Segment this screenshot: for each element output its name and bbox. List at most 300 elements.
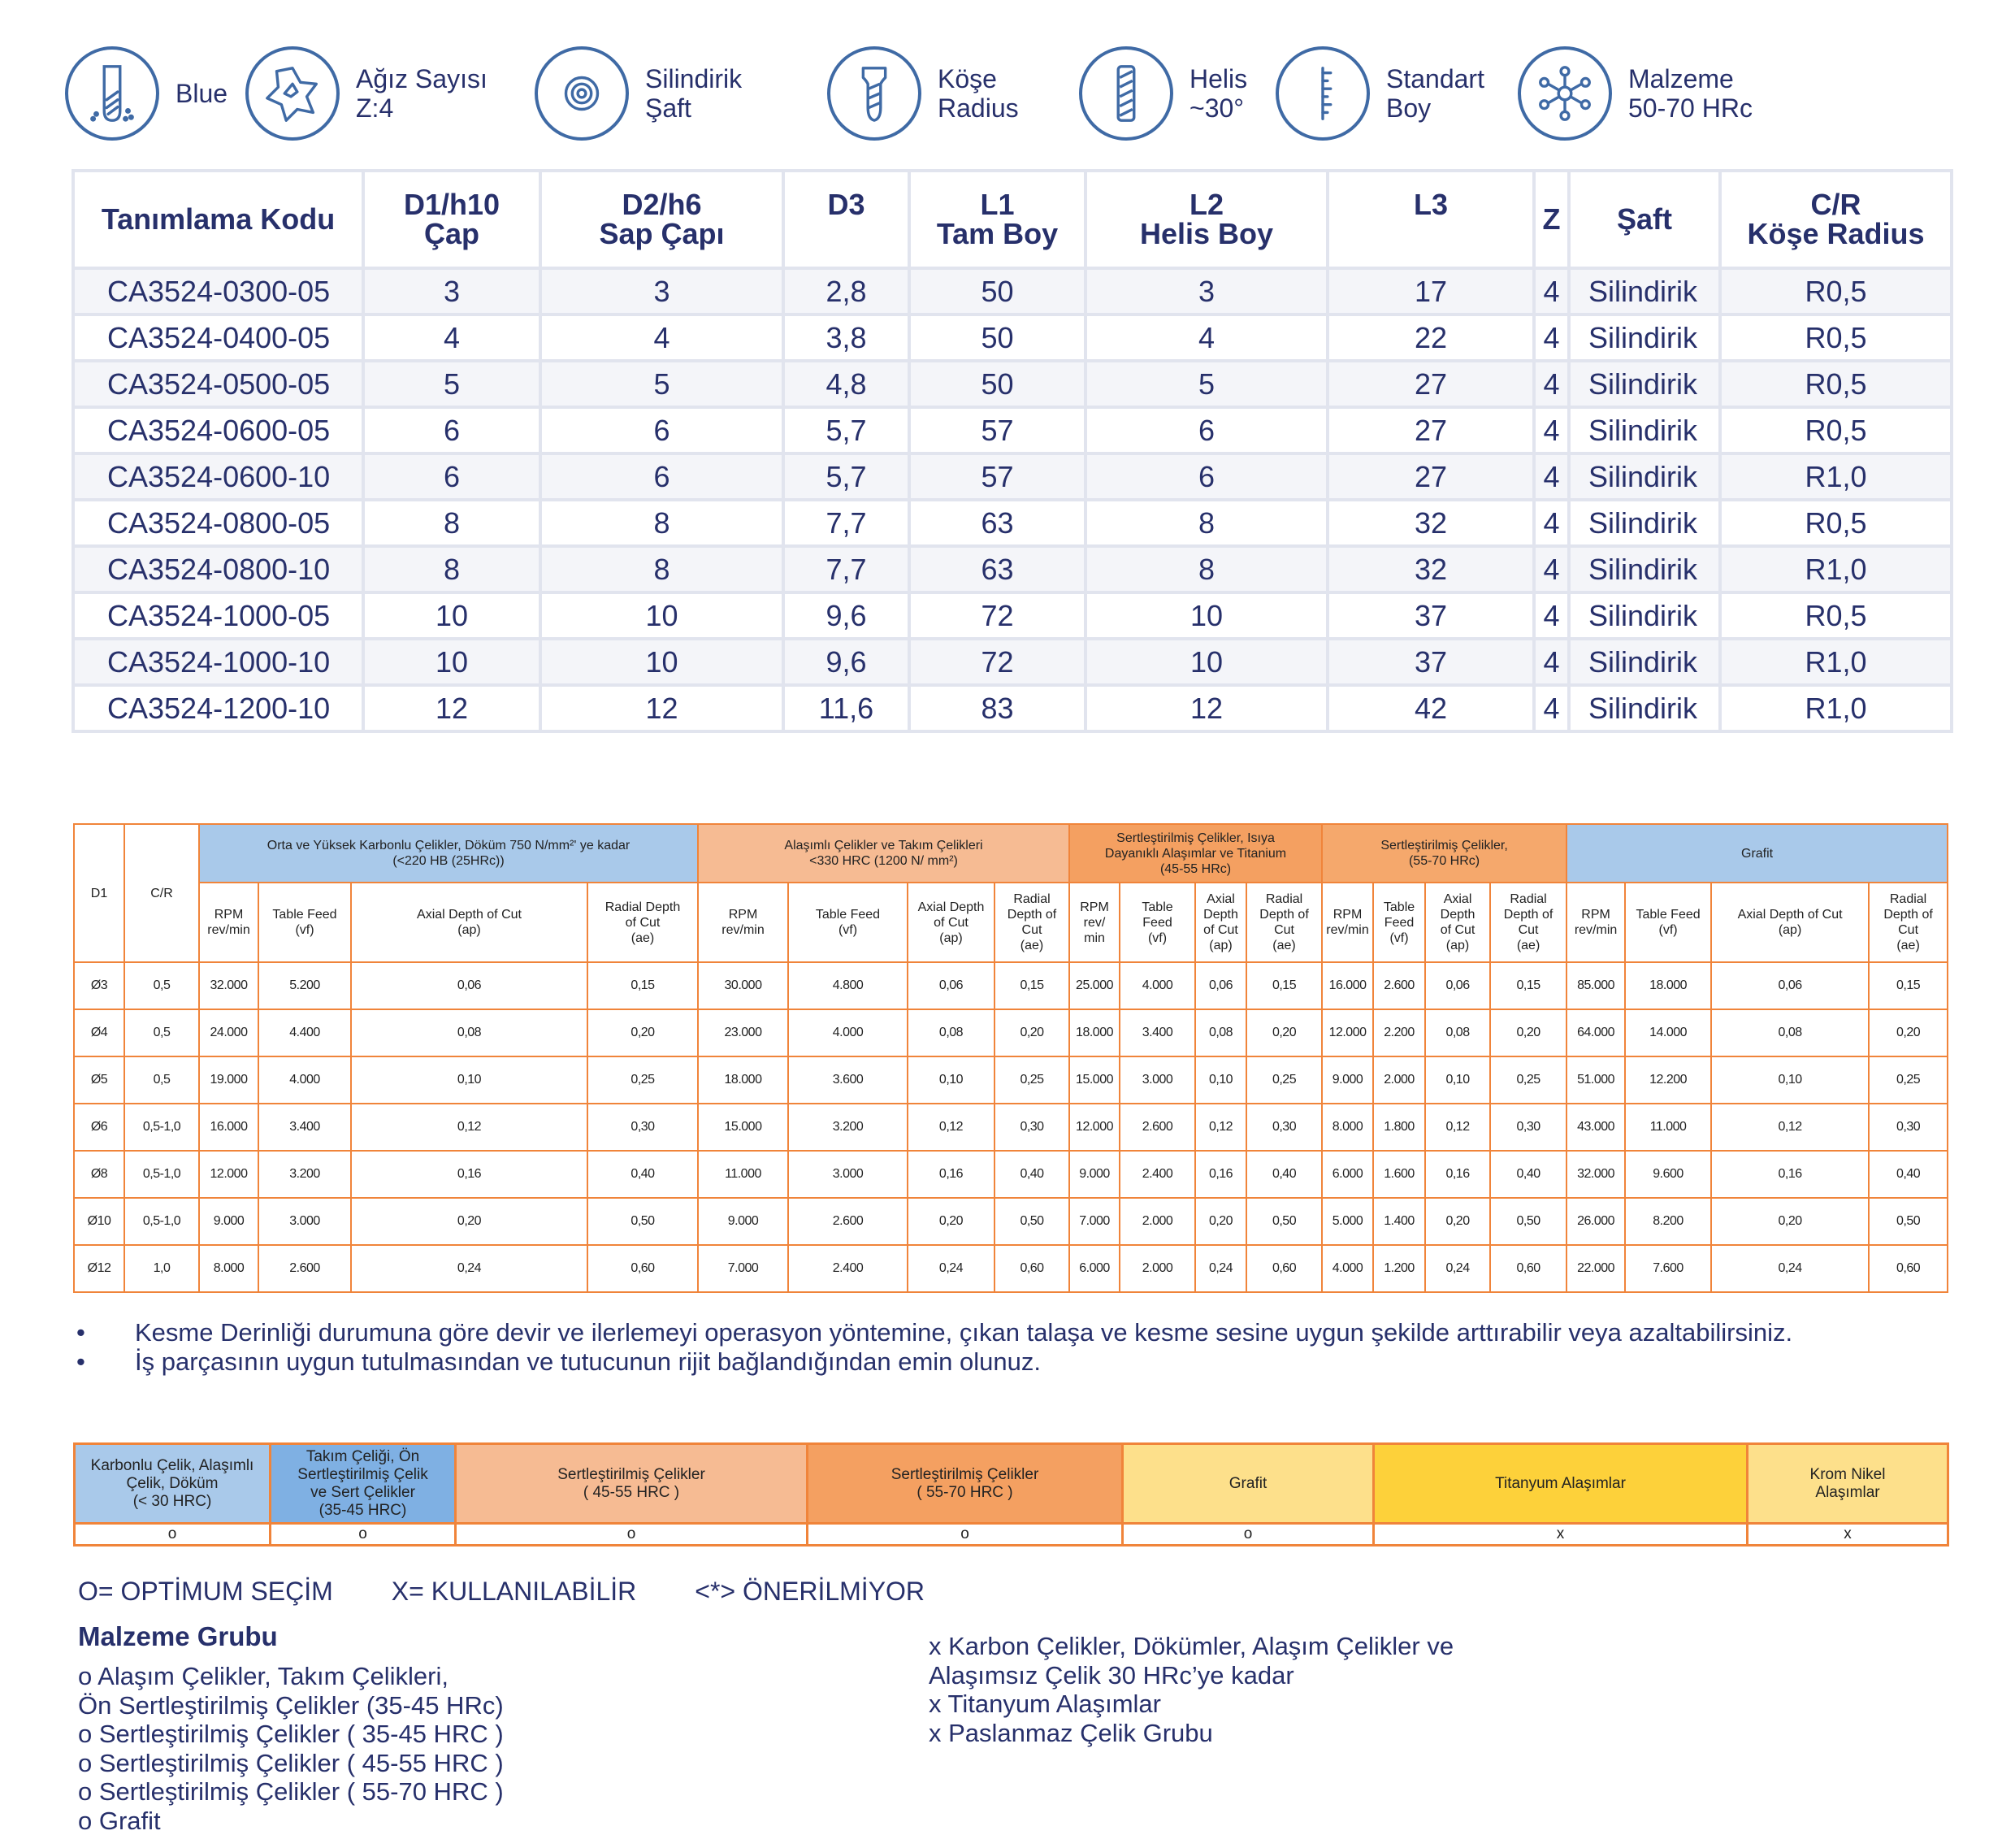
cutting-cell: 2.000	[1120, 1198, 1195, 1245]
cutting-cell: 51.000	[1566, 1056, 1625, 1104]
spec-cell: 10	[363, 592, 540, 639]
spec-cell: 50	[909, 361, 1086, 407]
spec-cell: 8	[363, 546, 540, 592]
feature-corner-radius	[827, 42, 1019, 144]
spec-cell: R0,5	[1720, 592, 1952, 639]
cutting-cell: 4.000	[258, 1056, 351, 1104]
spec-cell: Silindirik	[1569, 453, 1720, 500]
spec-cell: R1,0	[1720, 453, 1952, 500]
spec-cell: 72	[909, 592, 1086, 639]
spec-cell: 4	[363, 315, 540, 361]
group-header-alloy-steel: Alaşımlı Çelikler ve Takım Çelikleri <330 HRC (1200 N/ mm²)	[698, 824, 1069, 883]
tool-code-cell: CA3524-0400-05	[73, 315, 363, 361]
cutting-subheader: Axial Depth of Cut (ap)	[1425, 883, 1490, 962]
spec-cell: R0,5	[1720, 268, 1952, 315]
cutting-cell: 85.000	[1566, 962, 1625, 1009]
feature-label: Köşe Radius	[938, 63, 1019, 123]
cutting-cell: 0,10	[1425, 1056, 1490, 1104]
cutting-cell: 5.200	[258, 962, 351, 1009]
material-group-line: Ön Sertleştirilmiş Çelikler (35-45 HRc)	[78, 1690, 504, 1720]
cutting-data-table	[73, 823, 1948, 1293]
cutting-cell: 0,20	[1425, 1198, 1490, 1245]
material-group-line: o Alaşım Çelikler, Takım Çelikleri,	[78, 1662, 448, 1690]
material-header: Sertleştirilmiş Çelikler ( 45-55 HRC )	[456, 1444, 808, 1524]
cutting-cell: 7.000	[698, 1245, 788, 1292]
cutting-subheader: Table Feed (vf)	[1373, 883, 1425, 962]
cutting-cell: 9.000	[698, 1198, 788, 1245]
feature-label: Blue	[176, 78, 228, 108]
spec-header-row	[73, 171, 1952, 268]
cutting-cell: 0,24	[1711, 1245, 1869, 1292]
spec-cell: 63	[909, 500, 1086, 546]
cutting-cell: 0,40	[994, 1151, 1069, 1198]
d1-header: D1	[74, 824, 124, 962]
group-header-hardened-55-70: Sertleştirilmiş Çelikler, (55-70 HRc)	[1322, 824, 1566, 883]
feature-label: Malzeme 50-70 HRc	[1628, 63, 1753, 123]
spec-cell: 12	[1086, 685, 1328, 731]
corner-radius-icon	[827, 46, 921, 141]
spec-cell: 9,6	[783, 592, 909, 639]
cutting-cell: 0,40	[1869, 1151, 1948, 1198]
cutting-cell: 25.000	[1069, 962, 1120, 1009]
spec-cell: 8	[540, 546, 783, 592]
spec-cell: Silindirik	[1569, 500, 1720, 546]
spec-cell: Silindirik	[1569, 546, 1720, 592]
feature-coating	[65, 42, 228, 144]
material-group-line: o Sertleştirilmiş Çelikler ( 45-55 HRC )	[78, 1748, 504, 1777]
helix-angle-icon	[1079, 46, 1173, 141]
spec-cell: 4	[1534, 268, 1569, 315]
cutting-cell: 15.000	[698, 1104, 788, 1151]
cutting-group-row	[74, 824, 1948, 883]
spec-header: D3	[783, 171, 909, 268]
material-group-line: o Sertleştirilmiş Çelikler ( 35-45 HRC )	[78, 1720, 504, 1748]
cutting-cell: 0,20	[1869, 1009, 1948, 1056]
tool-code-cell: CA3524-0500-05	[73, 361, 363, 407]
spec-cell: R0,5	[1720, 315, 1952, 361]
cutting-cell: 0,16	[1195, 1151, 1246, 1198]
spec-cell: 6	[363, 407, 540, 453]
cutting-subheader: Radial Depth of Cut (ae)	[994, 883, 1069, 962]
cutting-cell: 26.000	[1566, 1198, 1625, 1245]
spec-cell: 4	[540, 315, 783, 361]
spec-cell: 5,7	[783, 453, 909, 500]
cutting-cell: 12.000	[199, 1151, 258, 1198]
cutting-cell: 0,24	[1195, 1245, 1246, 1292]
spec-cell: 8	[1086, 546, 1328, 592]
cutting-subheader: Table Feed (vf)	[1625, 883, 1711, 962]
cutting-cell: 0,06	[351, 962, 587, 1009]
cutting-cell: 9.000	[1069, 1151, 1120, 1198]
spec-table	[72, 169, 1953, 733]
spec-cell: 9,6	[783, 639, 909, 685]
cutting-row	[74, 1009, 1948, 1056]
spec-cell: 37	[1328, 639, 1534, 685]
cutting-cell: 0,30	[1490, 1104, 1566, 1151]
cutting-cell: 7.600	[1625, 1245, 1711, 1292]
spec-cell: 12	[363, 685, 540, 731]
cutting-cell: 0,40	[587, 1151, 698, 1198]
spec-cell: 50	[909, 268, 1086, 315]
spec-cell: R1,0	[1720, 639, 1952, 685]
cutting-cell: 16.000	[199, 1104, 258, 1151]
note-item: • İş parçasının uygun tutulmasından ve tutucunun rijit bağlandığından emin olunuz.	[76, 1347, 1042, 1376]
spec-row	[73, 315, 1952, 361]
spec-cell: 10	[1086, 639, 1328, 685]
cutting-cell: 0,12	[908, 1104, 994, 1151]
material-group-list-optimum	[78, 1662, 504, 1835]
cutting-row	[74, 1198, 1948, 1245]
material-group-line: x Karbon Çelikler, Dökümler, Alaşım Çelikler ve	[929, 1632, 1454, 1660]
spec-cell: 57	[909, 407, 1086, 453]
cutting-row	[74, 1104, 1948, 1151]
cutting-cell: 2.400	[788, 1245, 908, 1292]
cutting-cell: 1.200	[1373, 1245, 1425, 1292]
spec-cell: 4	[1534, 315, 1569, 361]
cutting-cell: 0,20	[908, 1198, 994, 1245]
legend-optimum: O= OPTİMUM SEÇİM	[78, 1577, 333, 1606]
cutting-cell: 0,10	[351, 1056, 587, 1104]
flute-count-icon	[245, 46, 340, 141]
cutting-cell: 0,30	[1246, 1104, 1322, 1151]
cutting-cell: 14.000	[1625, 1009, 1711, 1056]
spec-cell: 6	[363, 453, 540, 500]
feature-material	[1518, 42, 1753, 144]
spec-cell: 42	[1328, 685, 1534, 731]
cutting-cell: 0,60	[587, 1245, 698, 1292]
cutting-cell: 0,08	[351, 1009, 587, 1056]
cutting-cell: 0,5	[124, 1056, 199, 1104]
cutting-subheader: RPM rev/min	[1322, 883, 1373, 962]
spec-cell: 4	[1534, 453, 1569, 500]
cutting-cell: 1,0	[124, 1245, 199, 1292]
legend-not-recommended: <*> ÖNERİLMİYOR	[695, 1577, 925, 1606]
spec-cell: 8	[540, 500, 783, 546]
cutting-cell: 43.000	[1566, 1104, 1625, 1151]
cutting-cell: 0,15	[1490, 962, 1566, 1009]
cutting-subheader: RPM rev/min	[1566, 883, 1625, 962]
cutting-subheader: Axial Depth of Cut (ap)	[908, 883, 994, 962]
spec-header: Şaft	[1569, 171, 1720, 268]
cutting-cell: 0,16	[1711, 1151, 1869, 1198]
cutting-cell: 4.400	[258, 1009, 351, 1056]
spec-row	[73, 546, 1952, 592]
cutting-cell: 2.000	[1373, 1056, 1425, 1104]
spec-cell: 10	[363, 639, 540, 685]
spec-header: D2/h6 Sap Çapı	[540, 171, 783, 268]
spec-cell: Silindirik	[1569, 315, 1720, 361]
cutting-cell: 3.600	[788, 1056, 908, 1104]
spec-cell: Silindirik	[1569, 639, 1720, 685]
group-header-carbon-steel: Orta ve Yüksek Karbonlu Çelikler, Döküm 750 N/mm²' ye kadar (<220 HB (25HRc))	[199, 824, 698, 883]
cutting-cell: 3.200	[258, 1151, 351, 1198]
material-group-line: o Sertleştirilmiş Çelikler ( 55-70 HRC )	[78, 1777, 504, 1806]
cutting-cell: 0,5	[124, 962, 199, 1009]
cutting-cell: 4.000	[1322, 1245, 1373, 1292]
diameter-cell: Ø4	[74, 1009, 124, 1056]
cutting-cell: 0,08	[908, 1009, 994, 1056]
material-suitability-cell: o	[271, 1524, 456, 1546]
cutting-cell: 4.000	[1120, 962, 1195, 1009]
spec-cell: 4	[1534, 685, 1569, 731]
spec-row	[73, 407, 1952, 453]
group-header-graphite: Grafit	[1566, 824, 1948, 883]
cutting-cell: 6.000	[1322, 1151, 1373, 1198]
cutting-cell: 0,06	[908, 962, 994, 1009]
tool-code-cell: CA3524-0600-05	[73, 407, 363, 453]
cutting-cell: 2.600	[258, 1245, 351, 1292]
spec-cell: Silindirik	[1569, 268, 1720, 315]
cutting-subheader: RPM rev/min	[698, 883, 788, 962]
spec-cell: 7,7	[783, 500, 909, 546]
cutting-row	[74, 1151, 1948, 1198]
spec-row	[73, 685, 1952, 731]
spec-cell: 72	[909, 639, 1086, 685]
cutting-cell: 0,25	[994, 1056, 1069, 1104]
spec-cell: Silindirik	[1569, 361, 1720, 407]
cutting-cell: 0,20	[1490, 1009, 1566, 1056]
cutting-subheader: Radial Depth of Cut (ae)	[1490, 883, 1566, 962]
material-suitability-cell: o	[75, 1524, 271, 1546]
cutting-cell: 1.400	[1373, 1198, 1425, 1245]
material-suitability-table	[73, 1442, 1949, 1547]
cutting-cell: 4.000	[788, 1009, 908, 1056]
spec-cell: 6	[1086, 407, 1328, 453]
cutting-cell: 0,10	[1711, 1056, 1869, 1104]
spec-cell: 37	[1328, 592, 1534, 639]
spec-cell: 10	[540, 639, 783, 685]
tool-code-cell: CA3524-1000-10	[73, 639, 363, 685]
material-header: Titanyum Alaşımlar	[1374, 1444, 1748, 1524]
cutting-cell: 0,15	[1246, 962, 1322, 1009]
spec-cell: 2,8	[783, 268, 909, 315]
cutting-cell: 0,12	[1195, 1104, 1246, 1151]
spec-row	[73, 453, 1952, 500]
spec-cell: R0,5	[1720, 500, 1952, 546]
cutting-cell: 64.000	[1566, 1009, 1625, 1056]
spec-cell: 57	[909, 453, 1086, 500]
cutting-cell: 3.000	[1120, 1056, 1195, 1104]
cutting-cell: 18.000	[698, 1056, 788, 1104]
cutting-cell: 3.000	[788, 1151, 908, 1198]
cutting-subheader: Radial Depth of Cut (ae)	[1869, 883, 1948, 962]
cutting-cell: 0,20	[994, 1009, 1069, 1056]
feature-shank	[535, 42, 742, 144]
material-header: Krom Nikel Alaşımlar	[1748, 1444, 1948, 1524]
cutting-cell: 32.000	[1566, 1151, 1625, 1198]
cutting-row	[74, 962, 1948, 1009]
cutting-row	[74, 1056, 1948, 1104]
spec-cell: 27	[1328, 361, 1534, 407]
cutting-subheader: Radial Depth of Cut (ae)	[1246, 883, 1322, 962]
material-header: Takım Çeliği, Ön Sertleştirilmiş Çelik ve Sert Çelikler (35-45 HRC)	[271, 1444, 456, 1524]
material-suitability-cell: o	[1123, 1524, 1374, 1546]
material-header: Grafit	[1123, 1444, 1374, 1524]
cutting-cell: 0,20	[351, 1198, 587, 1245]
cutting-cell: 8.000	[199, 1245, 258, 1292]
cutting-cell: 11.000	[698, 1151, 788, 1198]
spec-cell: Silindirik	[1569, 592, 1720, 639]
cutting-cell: 22.000	[1566, 1245, 1625, 1292]
cutting-cell: 11.000	[1625, 1104, 1711, 1151]
cutting-cell: 0,08	[1195, 1009, 1246, 1056]
cutting-cell: 12.000	[1069, 1104, 1120, 1151]
tool-code-cell: CA3524-0300-05	[73, 268, 363, 315]
cutting-cell: 0,12	[1425, 1104, 1490, 1151]
spec-cell: 6	[540, 453, 783, 500]
cutting-subheader: Axial Depth of Cut (ap)	[351, 883, 587, 962]
cutting-cell: 0,24	[351, 1245, 587, 1292]
spec-row	[73, 592, 1952, 639]
spec-header: L3	[1328, 171, 1534, 268]
cutting-cell: 12.000	[1322, 1009, 1373, 1056]
cutting-cell: 0,15	[587, 962, 698, 1009]
cutting-cell: 12.200	[1625, 1056, 1711, 1104]
material-suitability-cell: x	[1374, 1524, 1748, 1546]
cutting-cell: 0,60	[994, 1245, 1069, 1292]
cutting-cell: 0,40	[1246, 1151, 1322, 1198]
cutting-cell: 0,16	[1425, 1151, 1490, 1198]
cutting-cell: 2.600	[1373, 962, 1425, 1009]
cutting-cell: 16.000	[1322, 962, 1373, 1009]
feature-strip	[65, 42, 1966, 148]
spec-row	[73, 268, 1952, 315]
spec-cell: 5	[1086, 361, 1328, 407]
spec-cell: 8	[1086, 500, 1328, 546]
legend-usable: X= KULLANILABİLİR	[391, 1577, 637, 1606]
tool-code-cell: CA3524-1000-05	[73, 592, 363, 639]
cutting-cell: 0,12	[351, 1104, 587, 1151]
cutting-cell: 0,10	[1195, 1056, 1246, 1104]
spec-cell: 5	[363, 361, 540, 407]
diameter-cell: Ø6	[74, 1104, 124, 1151]
cutting-cell: 0,60	[1246, 1245, 1322, 1292]
spec-cell: 4	[1534, 407, 1569, 453]
cutting-subheader-row	[74, 883, 1948, 962]
material-value-row	[75, 1524, 1948, 1546]
note-item: • Kesme Derinliği durumuna göre devir ve ilerlemeyi operasyon yöntemine, çıkan talaşa ve kesme sesine uygun şekilde arttırabilir veya azaltabilirsiniz.	[76, 1318, 1793, 1347]
group-header-hardened-45-55: Sertleştirilmiş Çelikler, Isıya Dayanıklı Alaşımlar ve Titanium (45-55 HRc)	[1069, 824, 1322, 883]
material-group-line: x Paslanmaz Çelik Grubu	[929, 1718, 1213, 1747]
notes	[76, 1318, 1945, 1377]
spec-cell: 4	[1534, 546, 1569, 592]
end-mill-coating-icon	[65, 46, 159, 141]
cutting-cell: 2.600	[1120, 1104, 1195, 1151]
tool-code-cell: CA3524-0800-10	[73, 546, 363, 592]
material-group-line: Alaşımsız Çelik 30 HRc’ye kadar	[929, 1660, 1294, 1690]
material-suitability-cell: o	[456, 1524, 808, 1546]
legend	[78, 1577, 983, 1607]
cutting-cell: 32.000	[199, 962, 258, 1009]
cutting-cell: 7.000	[1069, 1198, 1120, 1245]
cutting-subheader: Table Feed (vf)	[258, 883, 351, 962]
spec-cell: 8	[363, 500, 540, 546]
cutting-cell: 18.000	[1069, 1009, 1120, 1056]
cutting-cell: 0,25	[1869, 1056, 1948, 1104]
spec-cell: 6	[540, 407, 783, 453]
cutting-subheader: Table Feed (vf)	[788, 883, 908, 962]
spec-cell: 3	[363, 268, 540, 315]
cutting-cell: 2.200	[1373, 1009, 1425, 1056]
cutting-cell: 3.400	[1120, 1009, 1195, 1056]
cr-header: C/R	[124, 824, 199, 962]
feature-flutes	[245, 42, 488, 144]
spec-cell: 27	[1328, 453, 1534, 500]
cutting-cell: 0,15	[994, 962, 1069, 1009]
cutting-cell: 24.000	[199, 1009, 258, 1056]
cutting-cell: 0,24	[1425, 1245, 1490, 1292]
cutting-cell: 2.000	[1120, 1245, 1195, 1292]
cutting-cell: 0,16	[351, 1151, 587, 1198]
diameter-cell: Ø12	[74, 1245, 124, 1292]
spec-cell: 10	[1086, 592, 1328, 639]
diameter-cell: Ø3	[74, 962, 124, 1009]
cutting-cell: 1.600	[1373, 1151, 1425, 1198]
cutting-cell: 0,40	[1490, 1151, 1566, 1198]
spec-cell: R0,5	[1720, 407, 1952, 453]
spec-cell: 5	[540, 361, 783, 407]
cutting-cell: 8.200	[1625, 1198, 1711, 1245]
material-suitability-cell: o	[808, 1524, 1123, 1546]
spec-cell: 63	[909, 546, 1086, 592]
spec-cell: 4	[1534, 639, 1569, 685]
cutting-cell: 9.000	[199, 1198, 258, 1245]
material-group-list-usable	[929, 1632, 1454, 1747]
cutting-cell: 8.000	[1322, 1104, 1373, 1151]
material-group-line: o Grafit	[78, 1806, 161, 1835]
cutting-cell: 4.800	[788, 962, 908, 1009]
cutting-cell: 0,5-1,0	[124, 1198, 199, 1245]
cutting-cell: 0,50	[1246, 1198, 1322, 1245]
cutting-cell: 0,30	[994, 1104, 1069, 1151]
cutting-cell: 0,30	[587, 1104, 698, 1151]
spec-cell: 4,8	[783, 361, 909, 407]
spec-cell: 11,6	[783, 685, 909, 731]
cutting-cell: 3.400	[258, 1104, 351, 1151]
feature-label: Ağız Sayısı Z:4	[356, 63, 488, 123]
feature-length	[1276, 42, 1484, 144]
cutting-cell: 19.000	[199, 1056, 258, 1104]
spec-cell: 6	[1086, 453, 1328, 500]
cutting-cell: 0,50	[1490, 1198, 1566, 1245]
spec-cell: 3	[1086, 268, 1328, 315]
cutting-cell: 0,5-1,0	[124, 1151, 199, 1198]
spec-cell: R1,0	[1720, 685, 1952, 731]
cutting-cell: 0,08	[1711, 1009, 1869, 1056]
cutting-cell: 1.800	[1373, 1104, 1425, 1151]
cutting-cell: 0,10	[908, 1056, 994, 1104]
spec-cell: 17	[1328, 268, 1534, 315]
spec-header: D1/h10 Çap	[363, 171, 540, 268]
spec-cell: 7,7	[783, 546, 909, 592]
spec-cell: 3,8	[783, 315, 909, 361]
cutting-subheader: Radial Depth of Cut (ae)	[587, 883, 698, 962]
spec-cell: R0,5	[1720, 361, 1952, 407]
cutting-cell: 9.000	[1322, 1056, 1373, 1104]
cutting-cell: 0,12	[1711, 1104, 1869, 1151]
spec-cell: 32	[1328, 546, 1534, 592]
feature-label: Helis ~30°	[1190, 63, 1248, 123]
spec-cell: R1,0	[1720, 546, 1952, 592]
diameter-cell: Ø5	[74, 1056, 124, 1104]
cutting-cell: 0,20	[1246, 1009, 1322, 1056]
spec-cell: 4	[1086, 315, 1328, 361]
cutting-cell: 0,16	[908, 1151, 994, 1198]
spec-cell: Silindirik	[1569, 407, 1720, 453]
material-hardness-icon	[1518, 46, 1612, 141]
spec-header: L2 Helis Boy	[1086, 171, 1328, 268]
spec-cell: 5,7	[783, 407, 909, 453]
